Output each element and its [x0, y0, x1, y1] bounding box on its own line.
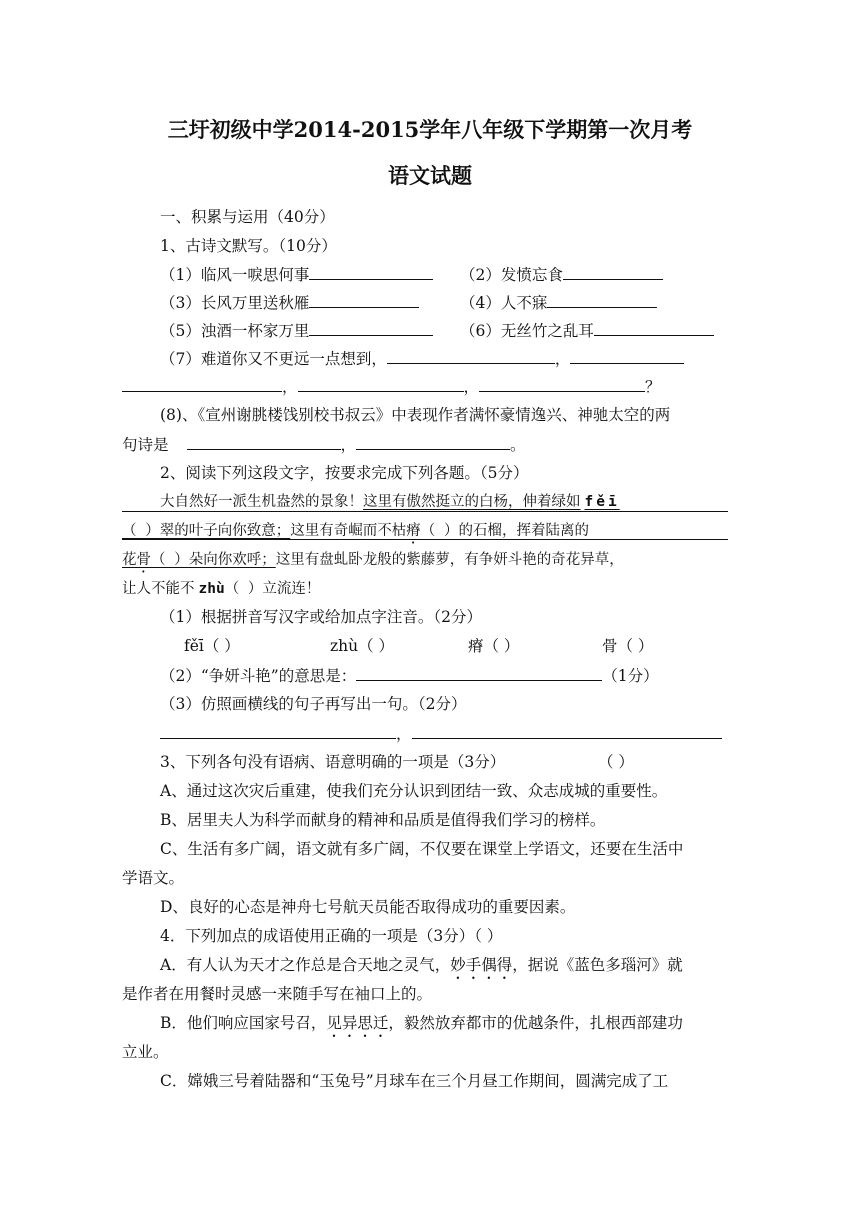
q2-heading: 2、阅读下列这段文字，按要求完成下列各题。（5分）: [160, 464, 529, 482]
q2-pinyin-4[interactable]: 骨（ ）: [602, 637, 654, 655]
q3-option-d: D、良好的心态是神舟七号航天员能否取得成功的重要因素。: [160, 898, 576, 916]
answer-blank[interactable]: [563, 264, 663, 280]
answer-blank[interactable]: [309, 264, 433, 280]
q4-option-c: C．嫦娥三号着陆器和“玉兔号”月球车在三个月昼工作期间，圆满完成了工: [160, 1072, 669, 1090]
q4-option-a-cont: 是作者在用餐时灵感一来随手写在袖口上的。: [122, 985, 433, 1003]
exam-title: 三圩初级中学2014-2015学年八年级下学期第一次月考: [167, 117, 693, 142]
q3-option-b: B、居里夫人为科学而献身的精神和品质是值得我们学习的榜样。: [160, 811, 606, 829]
passage-line-3: 花骨（ ）朵向你欢呼；这里有盘虬卧龙般的紫藤萝，有争妍斗艳的奇花异草，: [122, 552, 624, 568]
answer-blank[interactable]: [547, 292, 657, 308]
q2-pinyin-2[interactable]: zhù（ ）: [330, 637, 395, 655]
exam-subtitle: 语文试题: [388, 163, 472, 188]
answer-blank[interactable]: [298, 376, 464, 392]
passage-line-2: （ ）翠的叶子向你致意；这里有奇崛而不枯瘠（ ）的石榴，挥着陆离的: [122, 523, 589, 539]
q2-sub-3-answer: ，: [160, 723, 722, 744]
answer-blank[interactable]: [160, 723, 396, 739]
q1-item-8: (8)、《宣州谢朓楼饯别校书叔云》中表现作者满怀豪情逸兴、神驰太空的两: [160, 406, 671, 424]
q2-pinyin-1[interactable]: fěī（ ）: [184, 637, 240, 655]
q2-sub-1: （1）根据拼音写汉字或给加点字注音。（2分）: [160, 608, 482, 626]
q3-option-a: A、通过这次灾后重建，使我们充分认识到团结一致、众志成城的重要性。: [160, 782, 668, 800]
passage-line-1: 大自然好一派生机盎然的景象！这里有傲然挺立的白杨，伸着绿如 fěī: [160, 494, 620, 510]
q3-heading: 3、下列各句没有语病、语意明确的一项是（3分）: [160, 753, 506, 771]
passage-underline-2: [122, 539, 728, 540]
q1-heading: 1、古诗文默写。（10分）: [160, 237, 337, 255]
q4-option-b: B．他们响应国家号召，见异思迁，毅然放弃都市的优越条件，扎根西部建功: [160, 1014, 683, 1032]
q1-item-6: （6）无丝竹之乱耳: [460, 320, 714, 341]
q1-item-5: （5）浊酒一杯家万里: [160, 320, 433, 341]
q1-item-2: （2）发愤忘食: [460, 264, 663, 285]
q1-item-8-cont: 句诗是 ， 。: [122, 436, 526, 454]
answer-blank[interactable]: [309, 320, 433, 336]
q4-option-b-cont: 立业。: [122, 1043, 169, 1061]
answer-blank[interactable]: [570, 348, 684, 364]
q2-sub-2: （2）“争妍斗艳”的意思是： （1分）: [160, 667, 659, 685]
q1-item-4: （4）人不寐: [460, 292, 657, 313]
q1-item-1: （1）临风一唳思何事: [160, 264, 433, 285]
q2-pinyin-3[interactable]: 瘠（ ）: [468, 637, 520, 655]
q1-item-7: （7）难道你又不更远一点想到， ，: [160, 348, 684, 369]
q4-option-a: A．有人认为天才之作总是合天地之灵气，妙手偶得，据说《蓝色多瑙河》就: [160, 956, 683, 974]
passage-underline-1: [122, 511, 728, 512]
answer-blank[interactable]: [356, 434, 510, 450]
q4-heading: 4．下列加点的成语使用正确的一项是（3分）（ ）: [160, 927, 503, 945]
answer-blank[interactable]: [594, 320, 714, 336]
answer-blank[interactable]: [309, 292, 419, 308]
answer-blank[interactable]: [187, 434, 341, 450]
answer-blank[interactable]: [122, 376, 282, 392]
section-heading: 一、积累与运用（40分）: [160, 208, 335, 226]
passage-line-4: 让人不能不 zhù（ ）立流连！: [122, 581, 321, 597]
q3-option-c: C、生活有多广阔，语文就有多广阔，不仅要在课堂上学语文，还要在生活中: [160, 840, 684, 858]
answer-blank[interactable]: [412, 723, 722, 739]
answer-blank[interactable]: [479, 376, 645, 392]
q2-sub-3: （3）仿照画横线的句子再写出一句。（2分）: [160, 695, 467, 713]
q1-item-7-cont: ， ， ？: [122, 376, 661, 397]
q3-answer-paren[interactable]: （ ）: [598, 753, 634, 771]
answer-blank[interactable]: [387, 348, 555, 364]
answer-blank[interactable]: [356, 665, 602, 681]
q1-item-3: （3）长风万里送秋雁: [160, 292, 419, 313]
q3-option-c-cont: 学语文。: [122, 869, 185, 887]
